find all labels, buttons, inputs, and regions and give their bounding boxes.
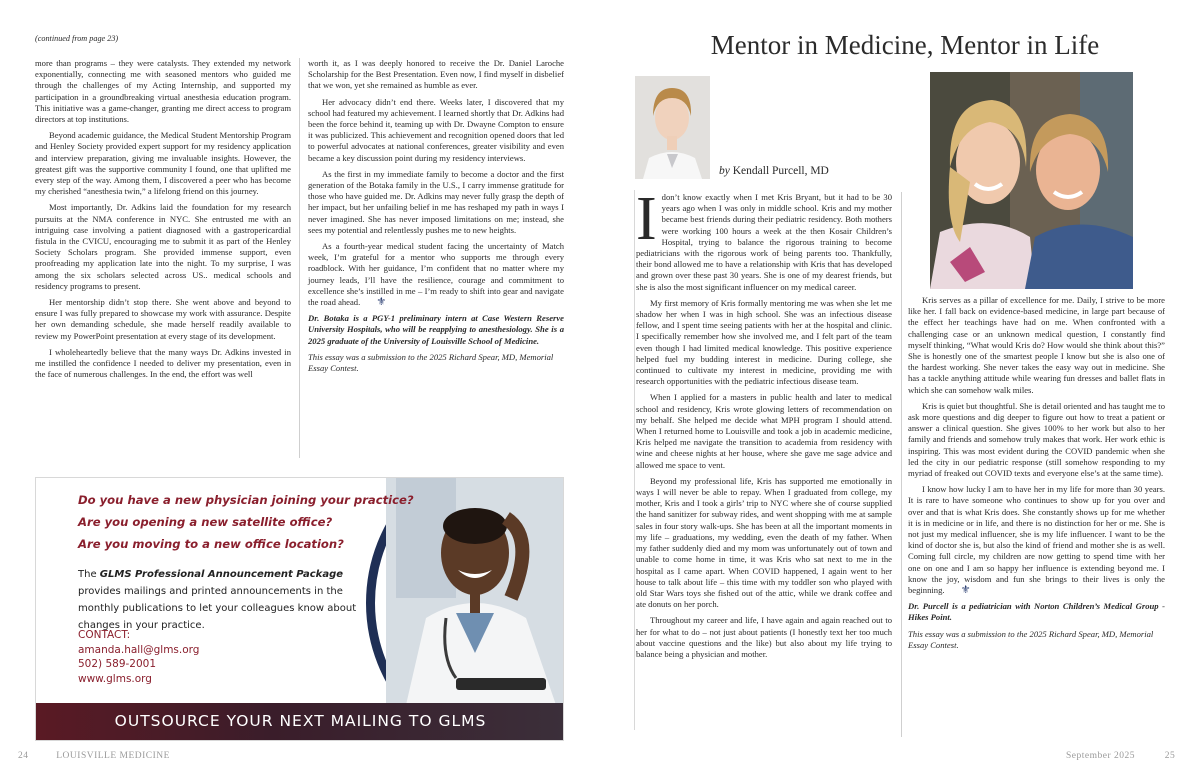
paragraph-text: don’t know exactly when I met Kris Bryant, but it had to be 30 years ago when I was only in middle school. Kris and my mother became best friends during their pediatric residency. Both mothers were working 100 hours a week at the then Kosair Children’s Hospital, trying to balance the rigorous training to become pediatricians with the rigorous work of being parents too. Thankfully, their bond allowed me to have a relationship with Kris that has developed and grown over these past 30 years. She is one of my dearest friends, but she is also the most significant influencer on my medical career. [636,192,892,292]
drop-cap: I [636,185,657,253]
byline-by: by [719,165,730,177]
paragraph [908,484,1165,596]
ad-body-text [78,566,378,634]
paragraph: Beyond academic guidance, the Medical Student Mentorship Program and Henley Society provided expert support for my residency application and interview preparation, giving me invaluable insights. However, the greatest gift was the supportive community I found, one that uplifted me every step of the way. Among them, I discovered a peer who has become my cherished “anesthesia twin,” a lifelong friend on this journey. [35,130,291,197]
page-number-left: 24 [18,751,29,761]
paragraph-text: As a fourth-year medical student facing the uncertainty of Match week, I’m grateful for a mentor who supports me through every roadblock. With her guidance, I’m confident that no matter where my journey leads, I’ll have the resilience, courage and commitment to excellence she’s instilled in me – I’m ready to shift into gear and navigate the road ahead. [308,241,564,308]
ad-phone: 502) 589-2001 [78,658,157,670]
ad-question-1: Do you have a new physician joining your practice? [78,493,414,507]
continued-note: (continued from page 23) [35,34,119,43]
paragraph: Her advocacy didn’t end there. Weeks later, I discovered that my school had featured my achievement. I learned shortly that Dr. Adkins had been the force behind it, teaming up with Dr. Dwayne Compton to ensure it was publicized. This achievement and recognition opened doors that led to powerful advocates at national conferences, greater visibility and even became a key discussion point during my residency interviews. [308,96,564,163]
selfie-illustration [930,72,1133,289]
fleur-de-lis-icon: ⚜ [376,296,387,309]
column-divider [299,58,300,458]
mentor-selfie-photo [930,72,1133,289]
ad-body-emphasis: GLMS Professional Announcement Package [99,569,344,580]
ad-doctor-photo [386,478,564,705]
article-title: Mentor in Medicine, Mentor in Life [710,30,1100,60]
page-number-right: 25 [1164,751,1176,761]
paragraph: Most importantly, Dr. Adkins laid the foundation for my research pursuits at the NMA conference in NYC. She entrusted me with an intriguing case involving a patient diagnosed with a gastropericardial fistula in the CVICU, encouraging me to submit it as part of the Henley Society Scholars program. She provided immense support, even proofreading my application late into the night. To my surprise, I was among the six scholars selected across US.. medical schools and residency programs to present. [35,202,291,291]
ad-banner [36,703,564,740]
paragraph: Her mentorship didn’t stop there. She went above and beyond to ensure I was fully prepared to showcase my work with assurance. Despite her own demanding schedule, she made herself readily available to review my PowerPoint presentation at every stage of its development. [35,297,291,341]
paragraph-text: I know how lucky I am to have her in my life for more than 30 years. It is rare to have someone who continues to show up for you over and over and that is what Kris does. She constantly shows up for me whether it is in medicine or in life, and there is no distinction for her or me. She is not just my medical influencer, she is my life influencer. I want to be the kind of doctor she is, but also the kind of friend and mother she is as well. Coming full circle, my children are now getting to spend time with her one on one and I am so happy her influence is extending beyond me. I know the joy, wisdom and fun she brings to their lives is only the beginning. [908,484,1165,596]
right-column-1 [636,185,892,665]
ad-question-3: Are you moving to a new office location? [78,537,344,551]
glms-advertisement [35,477,564,741]
paragraph: Kris serves as a pillar of excellence for me. Daily, I strive to be more like her. I fall back on evidence-based medicine, in large part because of the effect her teachings have had on me. When confronted with a challenging case or an unknown medical question, I constantly find myself thinking, “What would Kris do? How would she think about this?” She is honestly one of the smartest people I know but she is also one of the hardest working. She never takes the easy way out in medicine. She has a tackle anything attitude while wearing fun dresses and ballet flats in which she can somehow walk miles. [908,295,1165,395]
ad-body-pre: The [78,569,100,580]
essay-note: This essay was a submission to the 2025 Richard Spear, MD, Memorial Essay Contest. [908,628,1154,650]
author-headshot [635,76,710,179]
publication-name: LOUISVILLE MEDICINE [56,751,170,761]
column-divider [901,192,902,737]
fleur-de-lis-icon: ⚜ [960,584,971,597]
issue-date: September 2025 [1066,751,1136,761]
left-margin-rule [634,190,635,730]
right-folio [1066,751,1175,761]
ad-body-post: provides mailings and printed announcements in the monthly publications to let your colleagues know about changes in your practice. [78,586,357,631]
paragraph [636,185,892,293]
paragraph: My first memory of Kris formally mentoring me was when she let me shadow her when I was in high school. She was an infectious disease fellow, and I spent time seeing patients with her at the hospital and clinic. I specifically remember how she involved me, and I felt part of the team even though I had limited medical knowledge. This positive experience helped fuel my budding interest in medicine. During college, she continued to cultivate my interest in medicine, providing me with research opportunities with the pediatric infectious disease team. [636,297,892,387]
author-note: Dr. Botaka is a PGY-1 preliminary intern at Case Western Reserve University Hospitals, who will be reapplying to anesthesiology. She is a 2025 graduate of the University of Louisville School of Medicine. [308,313,564,346]
paragraph: When I applied for a masters in public health and later to medical school and residency, Kris wrote glowing letters of recommendation on my behalf. She helped me decide what MPH program I should attend. When I returned home to Louisville and took a job in academic medicine, Kris helped me navigate the transition to academia from residency with wine and cheese nights at her house, where she gave me sage advice and allowed me space to vent. [636,392,892,470]
byline [719,165,829,177]
paragraph [308,241,564,308]
ad-email: amanda.hall@glms.org [78,643,200,656]
ad-website: www.glms.org [78,672,152,685]
ad-contact-block [78,628,199,686]
paragraph: Throughout my career and life, I have again and again reached out to her for what to do – not just about patients (I honestly text her too much about vaccine questions and the like) but also about my life trying to balance being a physician and mother. [636,615,892,659]
left-folio [18,751,170,761]
right-column-2 [908,295,1165,656]
left-column-1 [35,58,291,385]
ad-question-2: Are you opening a new satellite office? [78,515,333,529]
doctor-illustration [386,478,564,705]
author-portrait [635,76,710,179]
paragraph: Kris is quiet but thoughtful. She is detail oriented and has taught me to ask more questions and dig deeper to figure out how to treat a patient or answer a clinical question. She gives 100% to her work but also to her family and friends and somehow truly makes that work. Her work ethic is inspiring. This was most evident during the COVID pandemic when she led the city in our pediatric response (still somehow responding to my myriad of freaked out COVID texts and everyone else’s at the same time). [908,400,1165,479]
ad-banner-text: OUTSOURCE YOUR NEXT MAILING TO GLMS [114,712,487,730]
byline-author: Kendall Purcell, MD [732,165,829,177]
author-note: Dr. Purcell is a pediatrician with Norton Children’s Medical Group - Hikes Point. [908,601,1165,623]
ad-contact-label: CONTACT: [78,629,131,641]
paragraph: Beyond my professional life, Kris has supported me emotionally in ways I will never be able to repay. When I graduated from college, my mother, Kris and I took a girls’ trip to NYC where she of course supplied the hand sanitizer for subway rides, and went shopping with me at sample sales in four story walk-ups. She has been at all the important moments in my life – graduations, my wedding, even the death of my father. When my father suddenly died and my mom was unfortunately out of town and unable to come home in time, it was Kris who sat next to me in the hospital as I came apart. When COVID happened, I again went to her house to talk about life – this time with my toddler son who played with old Star Wars toys she fished out of the attic, while we drank coffee and ate donuts on her porch. [636,475,892,610]
paragraph: worth it, as I was deeply honored to receive the Dr. Daniel Laroche Scholarship for the Best Presentation. Even now, I find myself in disbelief that we won, yet she remained as humble as ever. [308,58,564,91]
paragraph: As the first in my immediate family to become a doctor and the first generation of the Botaka family in the U.S., I carry immense gratitude for those who have guided me. Dr. Adkins may never fully grasp the depth of her impact, but her unfailing belief in me has reshaped my path in ways I never imagined. She has never imposed limitations on me; instead, she sees my potential and relentlessly pushes me to new heights. [308,168,564,235]
essay-note: This essay was a submission to the 2025 Richard Spear, MD, Memorial Essay Contest. [308,351,554,374]
paragraph: I wholeheartedly believe that the many ways Dr. Adkins invested in me instilled the confidence I needed to deliver my presentation, even in the face of numerous challenges. In the end, the effort was well [35,346,291,380]
paragraph: more than programs – they were catalysts. They extended my network exponentially, connecting me with seasoned mentors who guided me through the challenges of my Acting Internship, and supported my participation in a groundbreaking virtual anesthesia education program. This initiative was a game-changer, granting me direct access to program directors at top institutions. [35,58,291,125]
left-column-2 [308,58,564,379]
